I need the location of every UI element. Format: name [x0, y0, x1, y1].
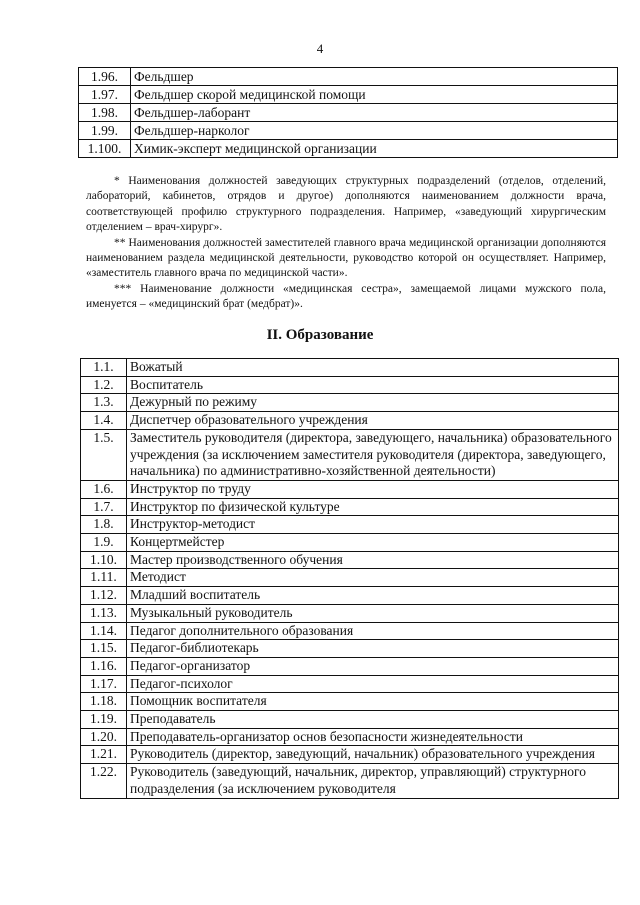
page-number: 4 [316, 41, 324, 56]
table-row [81, 640, 619, 658]
positions-table-medicine [78, 67, 618, 158]
position-name: Руководитель (заведующий, начальник, директор, управляющий) структурного подразделения (за исключением руководителя [127, 764, 619, 798]
row-number: 1.9. [81, 534, 127, 552]
table-row [81, 604, 619, 622]
footnote-2: ** Наименования должностей заместителей главного врача медицинской организации дополняются наименованием раздела медицинской деятельности, руководство которой он осуществляет. Например, «заместитель главного врача по медицинской части». [86, 236, 606, 280]
position-name: Педагог-психолог [127, 675, 619, 693]
row-number: 1.8. [81, 516, 127, 534]
position-name: Методист [127, 569, 619, 587]
row-number: 1.1. [81, 359, 127, 377]
position-name: Преподаватель-организатор основ безопасности жизнедеятельности [127, 728, 619, 746]
position-name: Инструктор по физической культуре [127, 498, 619, 516]
position-name: Концертмейстер [127, 534, 619, 552]
position-name: Фельдшер скорой медицинской помощи [131, 86, 618, 104]
positions-table-education [80, 358, 619, 799]
table-row [81, 534, 619, 552]
position-name: Дежурный по режиму [127, 394, 619, 412]
table-row [81, 376, 619, 394]
row-number: 1.16. [81, 657, 127, 675]
position-name: Инструктор-методист [127, 516, 619, 534]
table-row [81, 764, 619, 798]
row-number: 1.20. [81, 728, 127, 746]
position-name: Педагог дополнительного образования [127, 622, 619, 640]
table-row [81, 693, 619, 711]
position-name: Педагог-организатор [127, 657, 619, 675]
row-number: 1.4. [81, 412, 127, 430]
position-name: Диспетчер образовательного учреждения [127, 412, 619, 430]
row-number: 1.99. [79, 122, 131, 140]
row-number: 1.97. [79, 86, 131, 104]
table-row [81, 480, 619, 498]
row-number: 1.18. [81, 693, 127, 711]
table-row [79, 104, 618, 122]
position-name: Помощник воспитателя [127, 693, 619, 711]
row-number: 1.21. [81, 746, 127, 764]
footnote-3: *** Наименование должности «медицинская сестра», замещаемой лицами мужского пола, именуется – «медицинский брат (медбрат)». [86, 282, 606, 311]
section-title: II. Образование [266, 327, 374, 343]
row-number: 1.3. [81, 394, 127, 412]
position-name: Руководитель (директор, заведующий, начальник) образовательного учреждения [127, 746, 619, 764]
table-row [81, 587, 619, 605]
table-row [81, 412, 619, 430]
row-number: 1.5. [81, 429, 127, 480]
row-number: 1.6. [81, 480, 127, 498]
table-row [81, 551, 619, 569]
position-name: Фельдшер-нарколог [131, 122, 618, 140]
row-number: 1.13. [81, 604, 127, 622]
footnote-1: * Наименования должностей заведующих структурных подразделений (отделов, отделений, лабораторий, кабинетов, отрядов и другое) дополняются наименованием должности врача, соответствующей профилю структурного подразделения. Например, «заведующий хирургическим отделением – врач-хирург». [86, 175, 606, 234]
row-number: 1.14. [81, 622, 127, 640]
table-row [79, 122, 618, 140]
position-name: Младший воспитатель [127, 587, 619, 605]
position-name: Педагог-библиотекарь [127, 640, 619, 658]
position-name: Фельдшер-лаборант [131, 104, 618, 122]
table-row [79, 140, 618, 158]
table-row [81, 657, 619, 675]
table-row [81, 711, 619, 729]
row-number: 1.22. [81, 764, 127, 798]
table-row [81, 675, 619, 693]
table-row [81, 429, 619, 480]
table-row [81, 746, 619, 764]
table-row [81, 394, 619, 412]
table-row [81, 359, 619, 377]
position-name: Преподаватель [127, 711, 619, 729]
row-number: 1.15. [81, 640, 127, 658]
table-row [81, 728, 619, 746]
row-number: 1.12. [81, 587, 127, 605]
position-name: Химик-эксперт медицинской организации [131, 140, 618, 158]
table-row [79, 68, 618, 86]
position-name: Музыкальный руководитель [127, 604, 619, 622]
row-number: 1.11. [81, 569, 127, 587]
position-name: Воспитатель [127, 376, 619, 394]
position-name: Инструктор по труду [127, 480, 619, 498]
row-number: 1.10. [81, 551, 127, 569]
row-number: 1.98. [79, 104, 131, 122]
row-number: 1.7. [81, 498, 127, 516]
table-row [81, 516, 619, 534]
footnotes [86, 174, 606, 313]
row-number: 1.100. [79, 140, 131, 158]
table-row [81, 569, 619, 587]
row-number: 1.96. [79, 68, 131, 86]
position-name: Заместитель руководителя (директора, заведующего, начальника) образовательного учреждения (за исключением заместителя руководителя (директора, заведующего, начальника) по административно-хозяйственной деятельности) [127, 429, 619, 480]
table-row [81, 498, 619, 516]
row-number: 1.19. [81, 711, 127, 729]
position-name: Фельдшер [131, 68, 618, 86]
row-number: 1.2. [81, 376, 127, 394]
position-name: Вожатый [127, 359, 619, 377]
row-number: 1.17. [81, 675, 127, 693]
position-name: Мастер производственного обучения [127, 551, 619, 569]
table-row [81, 622, 619, 640]
table-row [79, 86, 618, 104]
